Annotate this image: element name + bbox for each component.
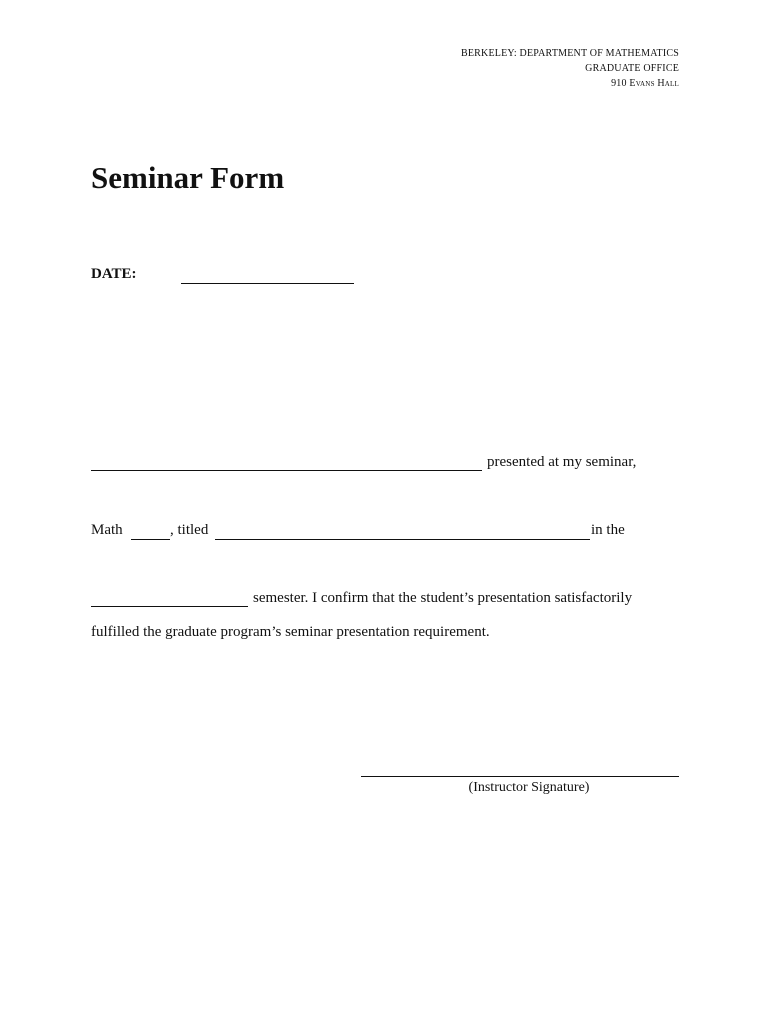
student-name-field[interactable]: [91, 470, 482, 471]
in-the-text: in the: [591, 522, 625, 538]
letterhead: [461, 46, 679, 91]
course-number-field[interactable]: [131, 539, 170, 540]
titled-text: , titled: [170, 522, 209, 538]
date-field[interactable]: [181, 283, 354, 284]
semester-text: semester. I confirm that the student’s presentation satisfactorily: [253, 590, 633, 606]
signature-caption: (Instructor Signature): [468, 780, 590, 795]
instructor-signature-field[interactable]: [361, 776, 679, 777]
presented-text: presented at my seminar,: [487, 454, 637, 470]
letterhead-office: GRADUATE OFFICE: [585, 63, 679, 74]
semester-field[interactable]: [91, 606, 248, 607]
letterhead-address: 910 Evans Hall: [611, 78, 679, 89]
math-prefix: Math: [91, 522, 123, 538]
seminar-title-field[interactable]: [215, 539, 590, 540]
form-title: Seminar Form: [91, 160, 285, 195]
letterhead-department: BERKELEY: DEPARTMENT OF MATHEMATICS: [460, 48, 679, 59]
date-label: DATE:: [91, 266, 137, 282]
fulfilled-text: fulfilled the graduate program’s seminar presentation requirement.: [91, 624, 490, 640]
